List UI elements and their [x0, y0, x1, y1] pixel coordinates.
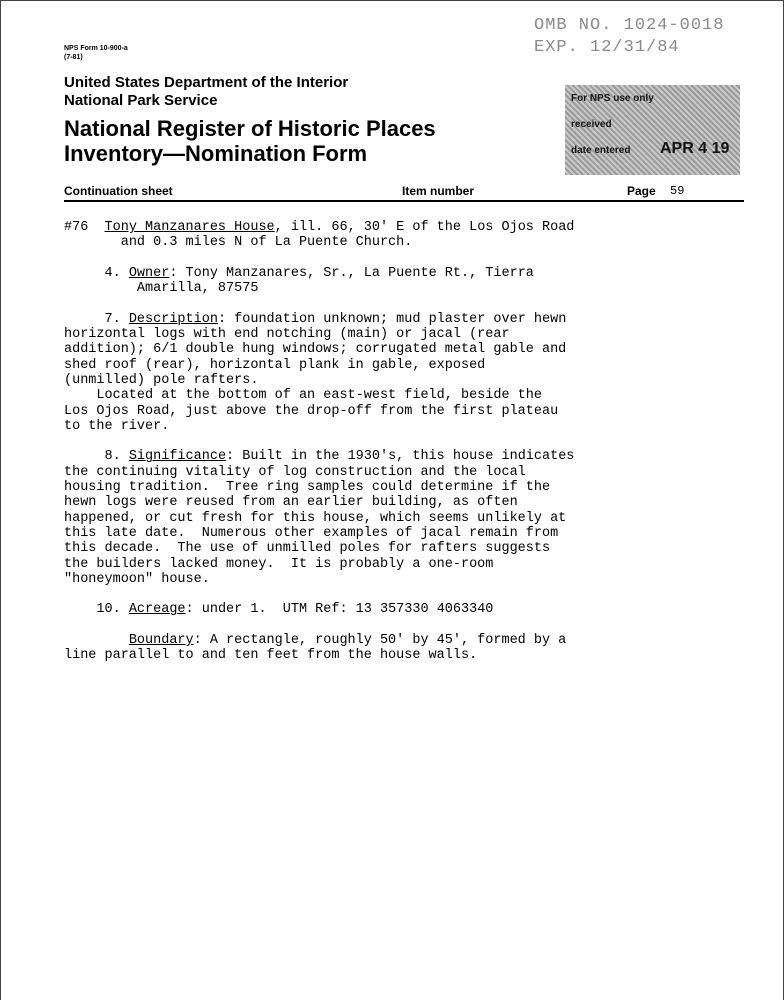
- owner-text: : Tony Manzanares, Sr., La Puente Rt., Tierra: [169, 265, 534, 281]
- department-name: United States Department of the Interior: [64, 74, 349, 91]
- acreage-text: : under 1. UTM Ref: 13 357330 4063340: [185, 602, 494, 618]
- form-id: NPS Form 10-900-a: [64, 45, 128, 52]
- significance-label: Significance: [128, 449, 227, 465]
- property-location: , ill. 66, 30' E of the Los Ojos Road: [274, 220, 575, 235]
- expiration-date: EXP. 12/31/84: [534, 38, 680, 57]
- entry-number: #76: [64, 220, 89, 235]
- nps-use-only-label: For NPS use only: [571, 93, 654, 104]
- date-entered-value: APR 4 19: [660, 140, 730, 157]
- agency-header: [64, 74, 348, 110]
- form-revision: (7-81): [64, 54, 83, 61]
- entry-heading: [64, 220, 574, 235]
- form-title-line1: National Register of Historic Places: [64, 116, 436, 141]
- owner-line2: Amarilla, 87575: [136, 281, 259, 297]
- page-label: Page: [627, 184, 656, 198]
- date-entered-label: date entered: [571, 145, 631, 156]
- omb-stamp: [534, 15, 724, 59]
- owner-line: 4. Owner: Tony Manzanares, Sr., La Puente Rt., Tierra: [104, 265, 534, 281]
- description-line: 7. Description: foundation unknown; mud plaster over hewn: [104, 311, 567, 327]
- entry-body: [64, 220, 574, 664]
- page-number: 59: [670, 184, 685, 198]
- boundary-label: Boundary: [128, 633, 194, 649]
- acreage-label: Acreage: [128, 602, 186, 618]
- form-title: [64, 116, 436, 166]
- service-name: National Park Service: [64, 92, 218, 109]
- significance-text: : Built in the 1930's, this house indicates: [226, 449, 575, 465]
- property-name: Tony Manzanares House: [104, 220, 275, 235]
- significance-body: the continuing vitality of log construction and the local housing tradition. Tree ring samples could determine if the hewn logs were reused from an earlier building, as often happened, or cut fresh for this house, which seems unlikely at this late date. Numerous other examples of jacal remain from this decade. The use of unmilled poles for rafters suggests the builders lacked money. It is probably a one-room "honeymoon" house.: [64, 464, 567, 587]
- header-rule: [64, 200, 744, 202]
- continuation-sheet-label: Continuation sheet: [64, 184, 173, 198]
- owner-label: Owner: [128, 265, 170, 281]
- boundary-line: [64, 633, 574, 648]
- nps-use-only-box: [565, 85, 740, 175]
- description-label: Description: [128, 311, 218, 327]
- continuation-row: [64, 184, 744, 200]
- description-text: : foundation unknown; mud plaster over hewn: [217, 311, 567, 327]
- boundary-text: : A rectangle, roughly 50' by 45', formed by a: [193, 633, 567, 649]
- significance-line: 8. Significance: Built in the 1930's, this house indicates: [104, 449, 575, 465]
- received-label: received: [571, 119, 612, 130]
- property-location-line2: and 0.3 miles N of La Puente Church.: [120, 235, 413, 251]
- form-title-line2: Inventory—Nomination Form: [64, 141, 368, 166]
- acreage-line: 10. Acreage: under 1. UTM Ref: 13 357330 4063340: [96, 602, 494, 618]
- item-number-label: Item number: [402, 184, 475, 198]
- omb-number: OMB NO. 1024-0018: [534, 16, 725, 35]
- description-body: horizontal logs with end notching (main) or jacal (rear addition); 6/1 double hung windows; corrugated metal gable and shed roof (rear), horizontal plank in gable, exposed (unmilled) pole rafters. Located at the bottom of an east-west field, beside the Los Ojos Road, just above the drop-off from the first plateau to the river.: [64, 327, 567, 434]
- boundary-line2: line parallel to and ten feet from the house walls.: [64, 648, 478, 664]
